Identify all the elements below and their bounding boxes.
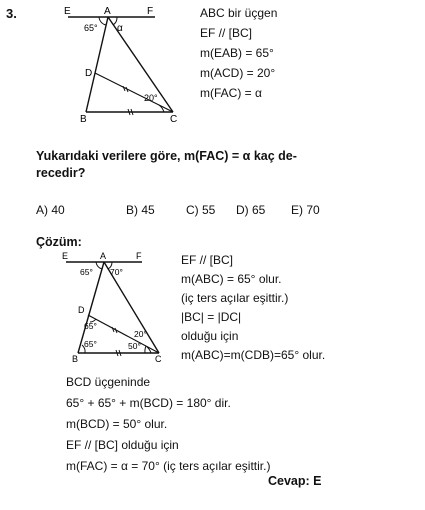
given-line: m(EAB) = 65° — [200, 46, 274, 60]
label-70-top: 70° — [110, 267, 123, 277]
option-b[interactable]: B) 45 — [126, 203, 155, 217]
solution-figure — [60, 250, 180, 365]
step-line: BCD üçgeninde — [66, 375, 151, 389]
label-a: A — [100, 251, 107, 261]
reasoning-line: EF // [BC] — [181, 253, 234, 267]
label-f: F — [136, 251, 142, 261]
question-line-2: recedir? — [36, 166, 86, 180]
label-alpha: α — [117, 23, 123, 34]
given-list — [200, 6, 277, 100]
option-a[interactable]: A) 40 — [36, 203, 65, 217]
given-line: ABC bir üçgen — [200, 6, 278, 20]
given-line: m(FAC) = α — [200, 86, 262, 100]
label-a: A — [104, 6, 111, 17]
given-line: m(ACD) = 20° — [200, 66, 276, 80]
label-65-b: 65° — [84, 339, 97, 349]
step-line: m(FAC) = α = 70° (iç ters açılar eşittir.) — [66, 459, 271, 473]
reasoning-line: m(ABC)=m(CDB)=65° olur. — [181, 348, 326, 362]
label-c: C — [170, 114, 178, 124]
label-20: 20° — [144, 93, 158, 103]
question-text — [36, 148, 297, 182]
label-b: B — [72, 354, 79, 364]
label-d: D — [85, 68, 93, 79]
label-e: E — [64, 6, 71, 17]
arc-65 — [99, 17, 106, 25]
reasoning-line: (iç ters açılar eşittir.) — [181, 291, 289, 305]
problem-number: 3. — [6, 6, 17, 21]
label-d: D — [78, 305, 85, 315]
arc-50-c — [145, 346, 146, 353]
step-line: EF // [BC] olduğu için — [66, 438, 179, 452]
reasoning-line: olduğu için — [181, 329, 239, 343]
solution-reasoning — [181, 253, 325, 362]
arc-65-top — [96, 262, 102, 269]
label-65-d: 65° — [84, 321, 97, 331]
label-b: B — [80, 114, 87, 124]
solution-steps — [66, 375, 270, 473]
step-line: 65° + 65° + m(BCD) = 180° dir. — [66, 396, 231, 410]
label-50-c: 50° — [128, 341, 141, 351]
label-65-top: 65° — [80, 267, 93, 277]
segment-dc — [88, 315, 159, 353]
option-d[interactable]: D) 65 — [236, 203, 266, 217]
reasoning-line: |BC| = |DC| — [181, 310, 242, 324]
option-e[interactable]: E) 70 — [291, 203, 320, 217]
question-line-1: Yukarıdaki verilere göre, m(FAC) = α kaç de- — [36, 149, 297, 163]
label-65: 65° — [84, 23, 98, 33]
label-f: F — [147, 6, 154, 17]
reasoning-line: m(ABC) = 65° olur. — [181, 272, 282, 286]
problem-figure — [60, 4, 190, 124]
label-20-c: 20° — [134, 329, 147, 339]
label-e: E — [62, 251, 69, 261]
label-c: C — [155, 354, 162, 364]
segment-dc — [95, 73, 173, 112]
given-line: EF // [BC] — [200, 26, 253, 40]
step-line: m(BCD) = 50° olur. — [66, 417, 168, 431]
answer: Cevap: E — [268, 474, 322, 488]
option-c[interactable]: C) 55 — [186, 203, 216, 217]
solution-heading: Çözüm: — [36, 235, 82, 249]
